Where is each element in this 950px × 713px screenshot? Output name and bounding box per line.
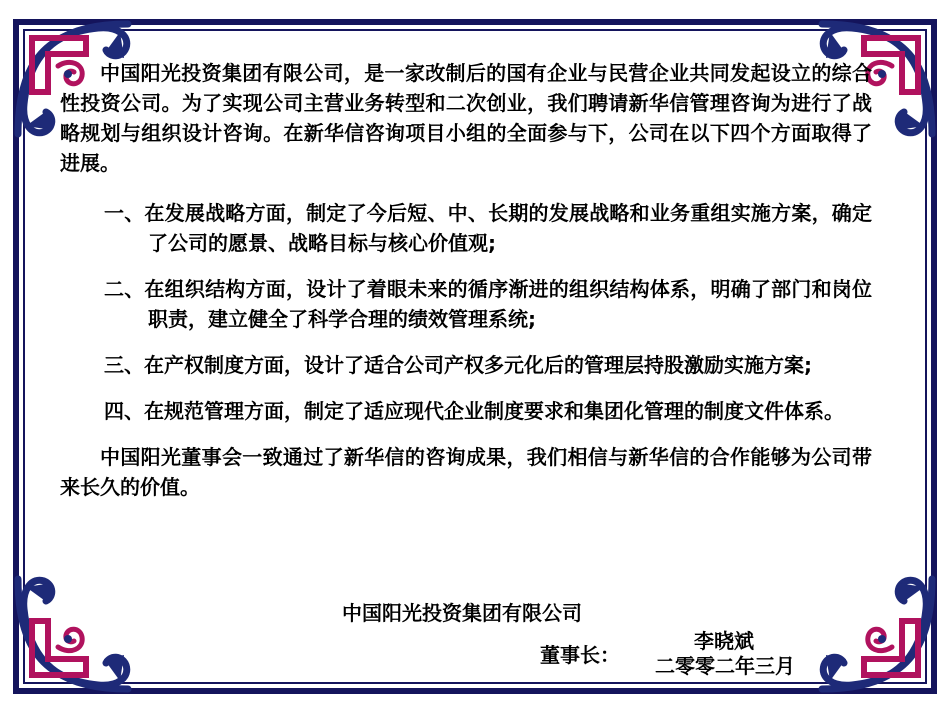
signature-company: 中国阳光投资集团有限公司 xyxy=(342,601,582,625)
closing-paragraph: 中国阳光董事会一致通过了新华信的咨询成果，我们相信与新华信的合作能够为公司带来长久的价值。 xyxy=(60,445,872,499)
progress-item-2: 二、在组织结构方面，设计了着眼未来的循序渐进的组织结构体系，明确了部门和岗位职责，建立健全了科学合理的绩效管理系统; xyxy=(104,277,872,331)
corner-ornament-bottom-left xyxy=(18,579,128,689)
intro-paragraph: 中国阳光投资集团有限公司，是一家改制后的国有企业与民营企业共同发起设立的综合性投资公司。为了实现公司主营业务转型和二次创业，我们聘请新华信管理咨询为进行了战略规划与组织设计咨询。在新华信咨询项目小组的全面参与下，公司在以下四个方面取得了进展。 xyxy=(60,61,872,175)
signature-name: 李晓斌 xyxy=(694,629,754,653)
progress-item-4: 四、在规范管理方面，制定了适应现代企业制度要求和集团化管理的制度文件体系。 xyxy=(104,399,844,423)
progress-item-1: 一、在发展战略方面，制定了今后短、中、长期的发展战略和业务重组实施方案，确定了公司的愿景、战略目标与核心价值观; xyxy=(104,201,872,255)
signature-date: 二零零二年三月 xyxy=(655,654,795,678)
corner-ornament-bottom-right xyxy=(822,579,932,689)
letter-body xyxy=(60,58,872,502)
progress-item-3: 三、在产权制度方面，设计了适合公司产权多元化后的管理层持股激励实施方案; xyxy=(104,353,812,377)
signature-title: 董事长： xyxy=(540,643,620,667)
